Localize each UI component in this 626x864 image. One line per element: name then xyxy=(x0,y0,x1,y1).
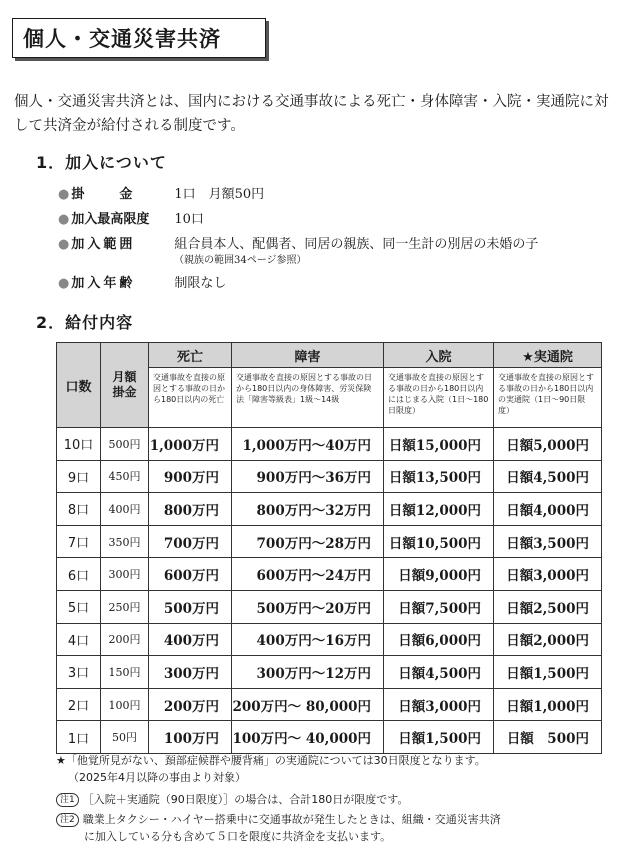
header-fee: 月額掛金 xyxy=(101,343,149,428)
table-row: 7口 350円 700万円 700万円～28万円 日額10,500円 日額3,500円 xyxy=(57,525,602,558)
table-row: 3口 150円 300万円 300万円～12万円 日額4,500円 日額1,500円 xyxy=(57,656,602,689)
scope-note: （親族の範囲34ページ参照） xyxy=(174,255,307,266)
header-outpatient: ★実通院 xyxy=(494,343,602,368)
page-title: 個人・交通災害共済 xyxy=(12,18,266,58)
desc-death: 交通事故を直接の原因とする事故の日から180日以内の死亡 xyxy=(149,368,232,428)
intro-paragraph: 個人・交通災害共済とは、国内における交通事故による死亡・身体障害・入院・実通院に対して共済金が給付される制度です。 xyxy=(14,94,609,134)
header-hospital: 入院 xyxy=(384,343,494,368)
desc-disability: 交通事故を直接の原因とする事故の日から180日以内の身体障害、労災保険法「障害等級表」1級～14級 xyxy=(232,368,384,428)
desc-hospital: 交通事故を直接の原因とする事故の日から180日以内にはじまる入院（1日～180日限度） xyxy=(384,368,494,428)
bullet-icon: ● xyxy=(58,276,70,291)
item-age: ● 加入年齢 制限なし xyxy=(58,276,227,291)
header-death: 死亡 xyxy=(149,343,232,368)
star-note: ★「他覚所見がない、頚部症候群や腰背痛」の実通院については30日限度となります。 （2025年4月以降の事由より対象） xyxy=(56,754,486,784)
table-row: 6口 300円 600万円 600万円～24万円 日額9,000円 日額3,000円 xyxy=(57,558,602,591)
table-row: 8口 400円 800万円 800万円～32万円 日額12,000円 日額4,000円 xyxy=(57,493,602,526)
item-premium: ● 掛 金 1口 月額50円 xyxy=(58,187,265,202)
table-row: 4口 200円 400万円 400万円～16万円 日額6,000円 日額2,000円 xyxy=(57,623,602,656)
section2-heading: 2．給付内容 xyxy=(36,313,134,332)
note1-tag: 注1 xyxy=(56,793,79,807)
benefit-table xyxy=(56,342,602,754)
header-units: 口数 xyxy=(57,343,101,428)
desc-outpatient: 交通事故を直接の原因とする事故の日から180日以内の実通院（1日～90日限度） xyxy=(494,368,602,428)
bullet-icon: ● xyxy=(58,212,70,227)
table-row: 10口 500円 1,000万円 1,000万円～40万円 日額15,000円 日額5,000円 xyxy=(57,428,602,461)
bullet-icon: ● xyxy=(58,237,70,252)
table-row: 1口 50円 100万円 100万円～ 40,000円 日額1,500円 日額 500円 xyxy=(57,721,602,754)
note2-tag: 注2 xyxy=(56,813,79,827)
table-row: 2口 100円 200万円 200万円～ 80,000円 日額3,000円 日額1,000円 xyxy=(57,688,602,721)
item-max-limit: ● 加入最高限度 10口 xyxy=(58,212,204,227)
header-disability: 障害 xyxy=(232,343,384,368)
table-row: 9口 450円 900万円 900万円～36万円 日額13,500円 日額4,500円 xyxy=(57,460,602,493)
note-1: 注1 ［入院＋実通院（90日限度）］の場合は、合計180日が限度です。 xyxy=(56,791,616,808)
table-row: 5口 250円 500万円 500万円～20万円 日額7,500円 日額2,500円 xyxy=(57,590,602,623)
bullet-icon: ● xyxy=(58,187,70,202)
section1-heading: 1．加入について xyxy=(36,153,167,172)
item-scope: ● 加入範囲 組合員本人、配偶者、同居の親族、同一生計の別居の未婚の子 （親族の範囲34ページ参照） xyxy=(58,237,539,266)
note-2: 注2 職業上タクシー・ハイヤー搭乗中に交通事故が発生したときは、組織・交通災害共済 に加入している分も含めて５口を限度に共済金を支払います。 xyxy=(56,811,616,845)
